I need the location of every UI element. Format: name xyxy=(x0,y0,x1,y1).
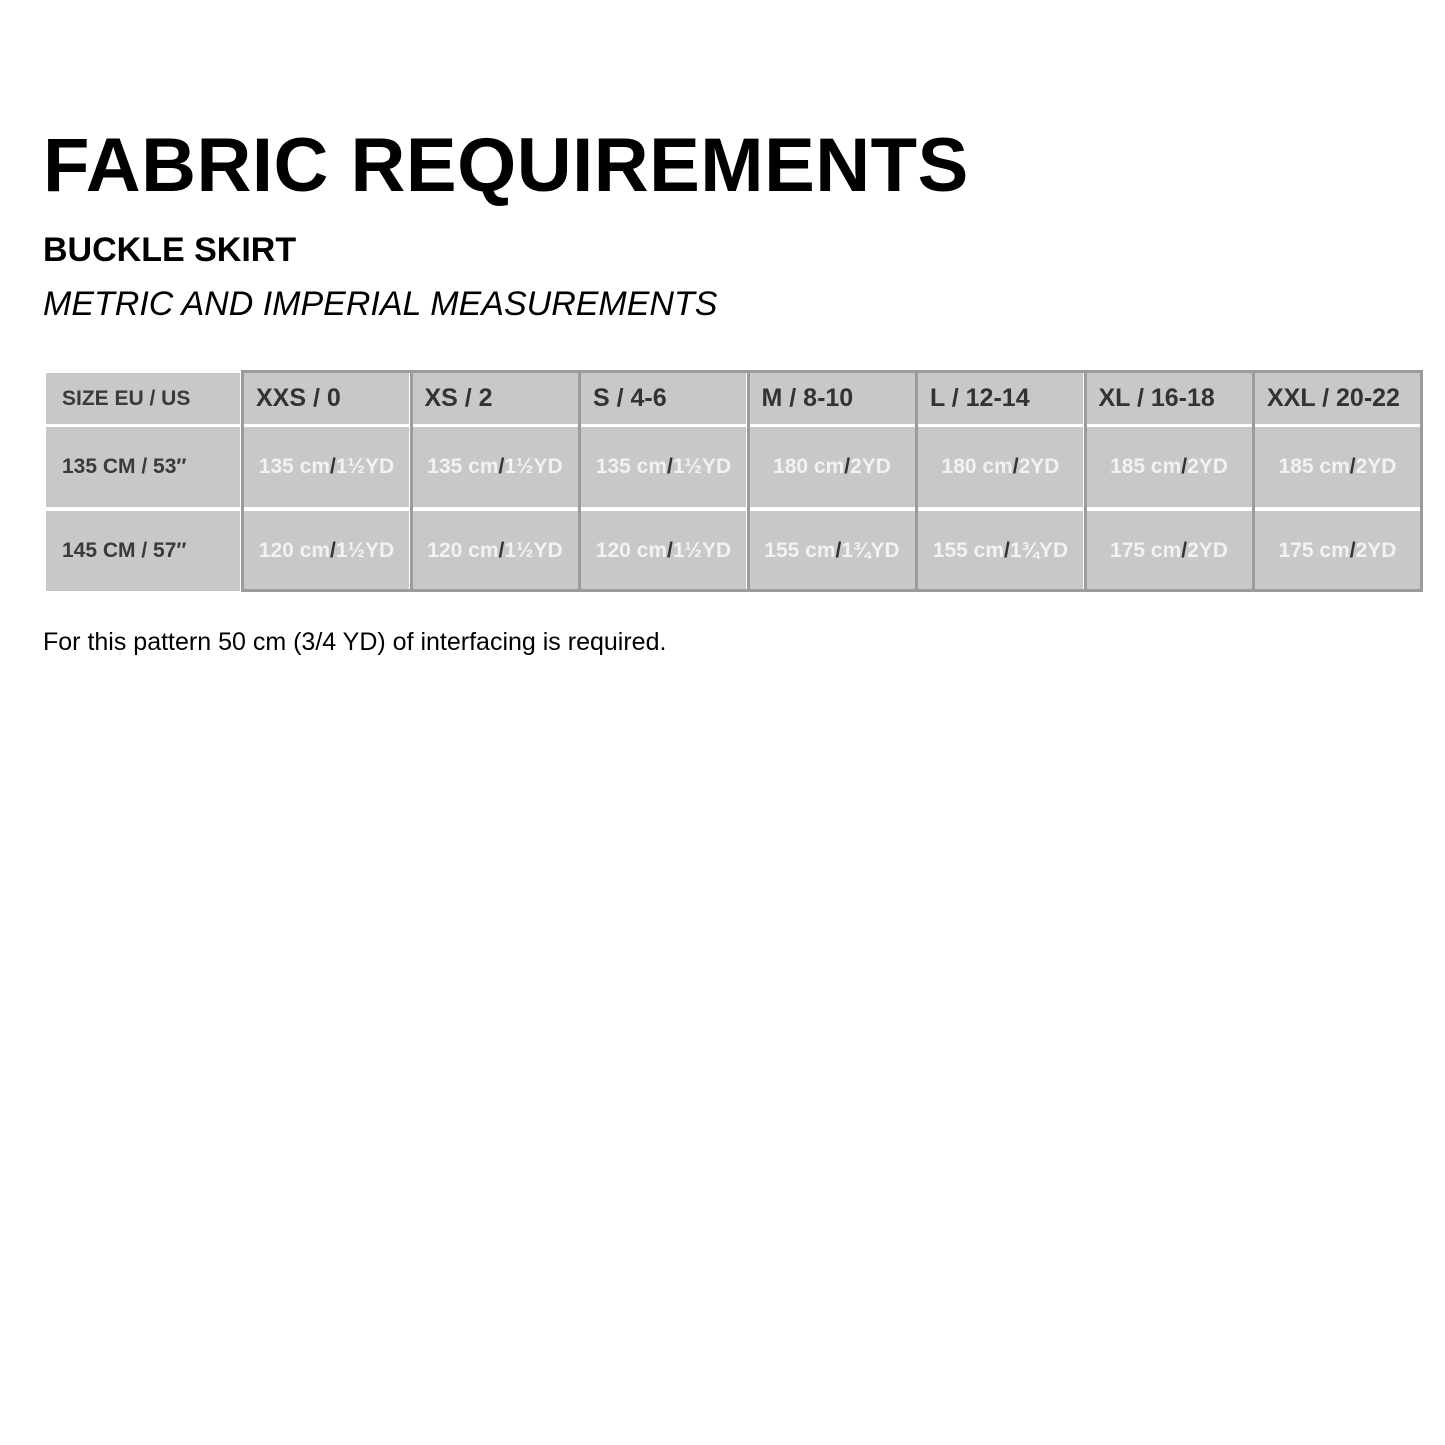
fabric-amount-cell xyxy=(1087,427,1252,507)
column-divider xyxy=(747,370,750,592)
unit-separator: / xyxy=(498,455,505,478)
metric-amount: 135 cm xyxy=(595,455,667,478)
fabric-amount-cell xyxy=(1255,511,1420,591)
size-column-header: L / 12-14 xyxy=(918,373,1083,424)
fabric-amount-cell xyxy=(1087,511,1252,591)
unit-separator: / xyxy=(1349,539,1356,562)
unit-separator: / xyxy=(835,539,842,562)
metric-amount: 120 cm xyxy=(258,539,330,562)
fabric-width-row-header: 135 CM / 53″ xyxy=(46,427,240,507)
column-divider xyxy=(241,370,244,592)
size-column-header: XXL / 20-22 xyxy=(1255,373,1420,424)
fabric-requirements-table xyxy=(46,370,1423,592)
metric-amount: 155 cm xyxy=(932,539,1004,562)
unit-separator: / xyxy=(498,539,505,562)
metric-amount: 175 cm xyxy=(1110,539,1182,562)
metric-amount: 135 cm xyxy=(258,455,330,478)
metric-amount: 180 cm xyxy=(773,455,845,478)
unit-separator: / xyxy=(1181,539,1188,562)
metric-amount: 155 cm xyxy=(764,539,836,562)
imperial-amount: 1½YD xyxy=(335,455,395,478)
fabric-amount-cell xyxy=(244,427,409,507)
imperial-amount: 1½YD xyxy=(672,455,732,478)
metric-amount: 175 cm xyxy=(1278,539,1350,562)
unit-separator: / xyxy=(667,455,673,478)
pattern-name: BUCKLE SKIRT xyxy=(43,231,297,269)
metric-amount: 185 cm xyxy=(1110,455,1182,478)
column-divider xyxy=(1252,370,1255,592)
fabric-amount-cell xyxy=(918,511,1083,591)
unit-separator: / xyxy=(330,539,336,562)
column-divider xyxy=(578,370,581,592)
measurements-note: METRIC AND IMPERIAL MEASUREMENTS xyxy=(43,285,718,323)
size-header-cell: SIZE EU / US xyxy=(46,373,240,424)
fabric-amount-cell xyxy=(413,511,578,591)
metric-amount: 135 cm xyxy=(427,455,499,478)
imperial-amount: 1¾YD xyxy=(841,539,900,562)
fabric-amount-cell xyxy=(413,427,578,507)
unit-separator: / xyxy=(330,455,336,478)
column-divider xyxy=(915,370,918,592)
fabric-amount-cell xyxy=(244,511,409,591)
unit-separator: / xyxy=(667,539,673,562)
size-column-header: XXS / 0 xyxy=(244,373,409,424)
column-divider xyxy=(1084,370,1087,592)
column-divider xyxy=(410,370,413,592)
imperial-amount: 2YD xyxy=(1355,539,1397,562)
metric-amount: 185 cm xyxy=(1278,455,1350,478)
fabric-amount-cell xyxy=(918,427,1083,507)
fabric-amount-cell xyxy=(750,427,915,507)
interfacing-note: For this pattern 50 cm (3/4 YD) of interfacing is required. xyxy=(43,628,667,656)
imperial-amount: 2YD xyxy=(1355,455,1397,478)
imperial-amount: 1½YD xyxy=(672,539,732,562)
unit-separator: / xyxy=(1349,455,1356,478)
metric-amount: 120 cm xyxy=(595,539,667,562)
unit-separator: / xyxy=(1181,455,1188,478)
unit-separator: / xyxy=(1004,539,1010,562)
fabric-width-row-header: 145 CM / 57″ xyxy=(46,511,240,591)
imperial-amount: 1¾YD xyxy=(1009,539,1069,562)
unit-separator: / xyxy=(1012,455,1019,478)
imperial-amount: 2YD xyxy=(1018,455,1060,478)
page-title: FABRIC REQUIREMENTS xyxy=(43,123,969,208)
unit-separator: / xyxy=(844,455,851,478)
metric-amount: 120 cm xyxy=(427,539,499,562)
imperial-amount: 1½YD xyxy=(504,539,563,562)
size-column-header: XS / 2 xyxy=(413,373,578,424)
imperial-amount: 2YD xyxy=(1187,539,1228,562)
fabric-amount-cell xyxy=(581,427,746,507)
imperial-amount: 1½YD xyxy=(335,539,395,562)
size-column-header: XL / 16-18 xyxy=(1087,373,1252,424)
imperial-amount: 2YD xyxy=(1187,455,1228,478)
fabric-amount-cell xyxy=(750,511,915,591)
imperial-amount: 2YD xyxy=(850,455,891,478)
fabric-amount-cell xyxy=(581,511,746,591)
size-column-header: M / 8-10 xyxy=(750,373,915,424)
imperial-amount: 1½YD xyxy=(504,455,563,478)
fabric-amount-cell xyxy=(1255,427,1420,507)
metric-amount: 180 cm xyxy=(941,455,1013,478)
size-column-header: S / 4-6 xyxy=(581,373,746,424)
